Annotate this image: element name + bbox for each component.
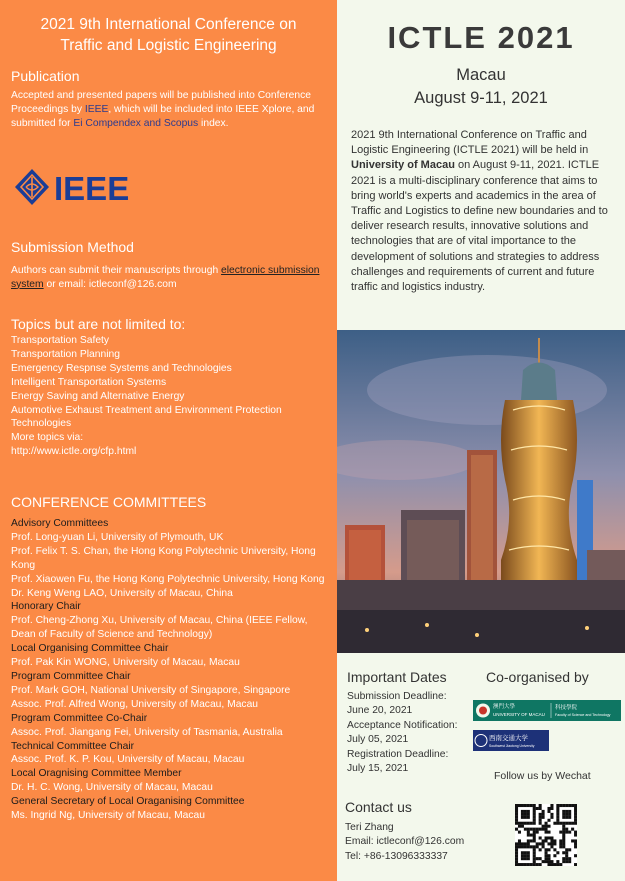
important-date-line: Submission Deadline: <box>347 691 447 702</box>
wechat-label: Follow us by Wechat <box>494 770 591 782</box>
committee-member: Prof. Mark GOH, National University of Singapore, Singapore <box>11 684 291 696</box>
important-date-line: July 15, 2021 <box>347 763 409 775</box>
um-logo-en: UNIVERSITY OF MACAU <box>493 712 545 717</box>
swjtu-logo-en: Southwest Jiaotong University <box>489 744 535 748</box>
topic-item: Emergency Respnse Systems and Technologies <box>11 362 232 374</box>
topic-item: More topics via: <box>11 432 84 444</box>
publication-heading: Publication <box>11 68 80 84</box>
committees-heading: CONFERENCE COMMITTEES <box>11 494 207 510</box>
committee-role: General Secretary of Local Oraganising Committee <box>11 796 245 808</box>
contact-heading: Contact us <box>345 799 412 815</box>
committee-role: Local Oragnising Committee Member <box>11 768 182 780</box>
contact-line: Tel: +86-13096333337 <box>345 850 448 862</box>
committee-member: Prof. Xiaowen Fu, the Hong Kong Polytechnic University, Hong Kong <box>11 573 325 585</box>
publication-text-1: Accepted and presented papers will be published into Conference Proceedings by <box>11 90 311 115</box>
committee-member: Prof. Pak Kin WONG, University of Macau, Macau <box>11 657 240 669</box>
publication-ei: Ei Compendex and Scopus <box>73 117 199 129</box>
submission-link[interactable]: electronic submission system <box>11 265 320 290</box>
committee-role: Advisory Committees <box>11 518 109 529</box>
fst-logo-cn: 科技學院 <box>555 705 578 711</box>
important-date-line: July 05, 2021 <box>347 734 409 746</box>
committee-member: Prof. Felix T. S. Chan, the Hong Kong Polytechnic University, Hong Kong <box>11 545 316 571</box>
coorganised-heading: Co-organised by <box>486 669 589 685</box>
committee-role: Local Organising Committee Chair <box>11 643 169 655</box>
committee-member: Prof. Long-yuan Li, University of Plymouth, UK <box>11 531 224 543</box>
committee-member: Assoc. Prof. Alfred Wong, University of Macau, Macau <box>11 698 259 710</box>
southwest-jiaotong-university-logo <box>473 730 549 751</box>
topic-item: Transportation Safety <box>11 335 110 346</box>
important-date-line: Registration Deadline: <box>347 748 449 760</box>
ieee-diamond-icon <box>15 169 49 205</box>
event-description-2: on August 9-11, 2021. ICTLE 2021 is a multi-disciplinary conference that aims to bring world's experts and academics in the area of Traffic and Logistics to define new boundaries and to deliver research results, innovative solutions and technologies that are of vital importance to the development of solutions and strategies to address challenges and requirements of current and future traffic and logistics industry. <box>351 159 608 294</box>
topic-item: Transportation Planning <box>11 348 120 360</box>
committee-role: Honorary Chair <box>11 601 81 613</box>
ieee-logo-text: IEEE <box>54 170 130 206</box>
publication-text <box>11 89 329 130</box>
university-of-macau-logo <box>473 700 621 721</box>
important-date-line: June 20, 2021 <box>347 705 413 717</box>
event-city: Macau <box>456 66 506 84</box>
topics-heading: Topics but are not limited to: <box>11 316 186 332</box>
event-description-venue: University of Macau <box>351 159 455 172</box>
submission-text <box>11 264 329 292</box>
committee-role: Technical Committee Chair <box>11 740 135 752</box>
submission-heading: Submission Method <box>11 239 134 255</box>
committee-member: Prof. Cheng-Zhong Xu, University of Macau, China (IEEE Fellow, Dean of Faculty of Science and Technology) <box>11 615 308 641</box>
topics-list <box>11 334 331 459</box>
um-logo-cn: 澳門大學 <box>493 704 516 710</box>
conference-title <box>0 14 337 56</box>
committee-member: Dr. Keng Weng LAO, University of Macau, China <box>11 587 233 599</box>
topic-item: Automotive Exhaust Treatment and Environment Protection Technologies <box>11 404 282 430</box>
event-description-1: 2021 9th International Conference on Traffic and Logistic Engineering (ICTLE 2021) will be held in <box>351 129 589 157</box>
event-date: August 9-11, 2021 <box>414 89 548 107</box>
publication-text-2: , which will be included into IEEE Xplore, and submitted for <box>11 103 315 129</box>
swjtu-logo-cn: 西南交通大学 <box>489 735 528 742</box>
contact-line: Email: ictleconf@126.com <box>345 836 465 848</box>
ieee-logo <box>14 168 144 206</box>
committee-member: Assoc. Prof. Jiangang Fei, University of Tasmania, Australia <box>11 726 283 738</box>
committee-member: Dr. H. C. Wong, University of Macau, Macau <box>11 782 213 794</box>
committee-member: Assoc. Prof. K. P. Kou, University of Macau, Macau <box>11 754 245 766</box>
topic-item: Intelligent Transportation Systems <box>11 376 167 388</box>
submission-text-1: Authors can submit their manuscripts through <box>11 265 222 276</box>
event-description <box>351 128 613 295</box>
topic-item: Energy Saving and Alternative Energy <box>11 390 185 402</box>
conference-title-line-1: 2021 9th International Conference on <box>40 16 297 33</box>
topic-item[interactable]: http://www.ictle.org/cfp.html <box>11 446 137 458</box>
committee-member: Ms. Ingrid Ng, University of Macau, Macau <box>11 810 205 822</box>
contact-line: Teri Zhang <box>345 822 394 833</box>
publication-text-3: index. <box>198 117 229 129</box>
fst-logo-en: Faculty of Science and Technology <box>555 713 611 717</box>
publication-ieee: IEEE <box>84 103 109 115</box>
contact-list <box>345 821 464 864</box>
event-title: ICTLE 2021 <box>387 20 575 55</box>
wechat-qr-code-icon[interactable] <box>515 804 577 866</box>
committee-role: Program Committee Chair <box>11 670 131 682</box>
important-dates-list <box>347 690 457 776</box>
conference-title-line-2: Traffic and Logistic Engineering <box>60 37 277 54</box>
committee-role: Program Committee Co-Chair <box>11 712 148 724</box>
submission-text-2: or email: ictleconf@126.com <box>43 278 177 290</box>
important-dates-heading: Important Dates <box>347 669 447 685</box>
committee-list <box>11 517 331 823</box>
important-date-line: Acceptance Notification: <box>347 719 458 731</box>
macau-skyline-photo <box>337 330 625 653</box>
